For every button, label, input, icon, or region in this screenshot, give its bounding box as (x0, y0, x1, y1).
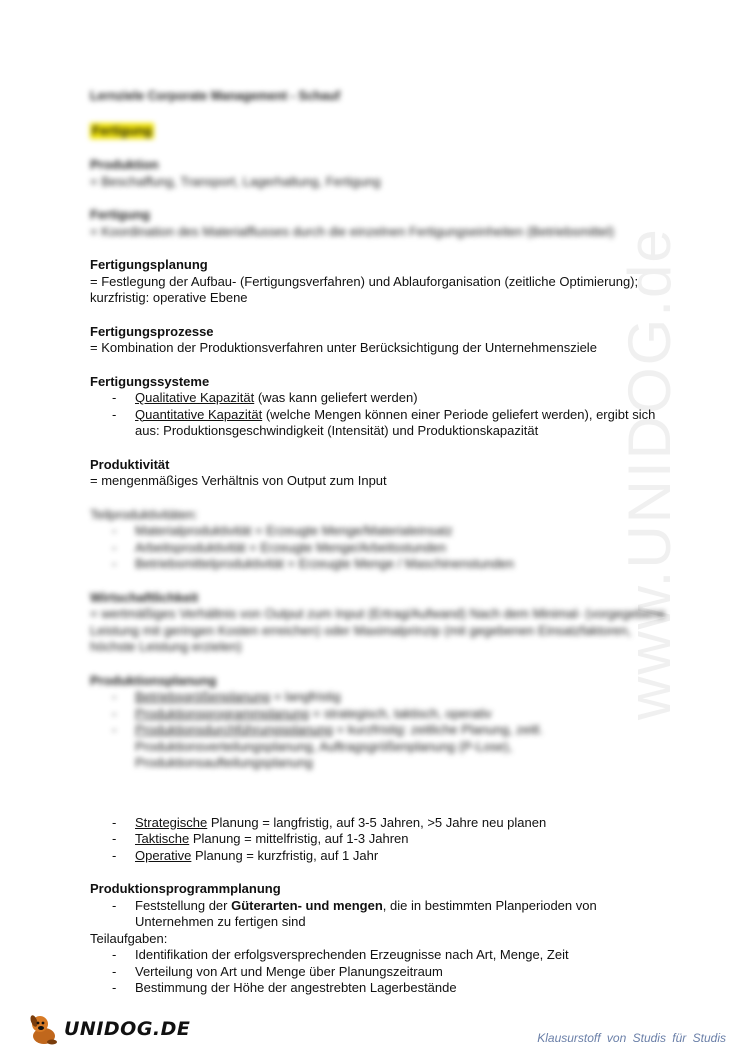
item-text: Planung = langfristig, auf 3-5 Jahren, >5 Jahre neu planen (207, 814, 547, 830)
bullet-list (90, 815, 670, 865)
underlined-term: Betriebsgrößenplanung (135, 689, 271, 704)
section-fertigungsprozesse (90, 324, 670, 357)
item-text: (was kann geliefert werden) (254, 390, 418, 405)
underlined-term: Produktionsprogrammplanung (135, 705, 310, 721)
list-item: - Bestimmung der Höhe der angestrebten Lagerbestände (90, 980, 670, 997)
section-heading: Produktionsprogrammplanung (90, 881, 281, 896)
section-heading: Teilproduktivitäten: (90, 506, 198, 522)
section-produktion (90, 157, 670, 190)
section-text: = Beschaffung, Transport, Lagerhaltung, Fertigung (90, 173, 381, 189)
section-fertigung (90, 207, 670, 240)
list-item: - Identifikation der erfolgsversprechenden Erzeugnisse nach Art, Menge, Zeit (90, 947, 670, 964)
section-text: = Festlegung der Aufbau- (Fertigungsverfahren) und Ablauforganisation (zeitliche Optimierung); kurzfristig: operative Ebene (90, 273, 639, 305)
teilaufgaben-heading: Teilaufgaben: (90, 930, 168, 946)
list-item: - Arbeitsproduktivität = Erzeugte Menge/Arbeitsstunden (90, 540, 670, 557)
watermark: www.UNIDOG.de (616, 227, 683, 720)
underlined-term: Strategische (135, 814, 208, 830)
section-heading: Fertigungssysteme (90, 373, 210, 389)
section-text: = mengenmäßiges Verhältnis von Output zum Input (90, 473, 387, 488)
list-item (90, 831, 670, 848)
highlighted-heading: Fertigung (92, 122, 152, 138)
underlined-term: Produktionsdurchführungsplanung (135, 722, 334, 737)
underlined-term: Quantitative Kapazität (135, 406, 263, 422)
section-text: = Kombination der Produktionsverfahren unter Berücksichtigung der Unternehmensziele (90, 340, 597, 355)
item-text: Planung = mittelfristig, auf 1-3 Jahren (189, 831, 409, 846)
underlined-term: Qualitative Kapazität (135, 390, 255, 405)
section-fertigungsplanung (90, 257, 670, 307)
section-heading: Produktivität (90, 456, 170, 472)
list-item (90, 706, 670, 723)
unidog-logo (26, 1012, 190, 1046)
item-text: , die in bestimmten Planperioden von Unternehmen zu fertigen sind (135, 897, 597, 929)
section-fertigungssysteme (90, 374, 670, 440)
list-item: - Betriebsmittelproduktivität = Erzeugte Menge / Maschinenstunden (90, 556, 670, 573)
bullet-list (90, 689, 670, 772)
logo-text: UNIDOG.DE (64, 1018, 191, 1040)
item-text: = strategisch, taktisch, operativ (309, 705, 492, 721)
section-heading: Fertigungsprozesse (90, 323, 214, 339)
bullet-list (90, 947, 670, 997)
list-item (90, 390, 670, 407)
list-item (90, 898, 670, 931)
document-title: Lernziele Corporate Management - Schauf (90, 89, 341, 103)
bullet-list (90, 523, 670, 573)
bullet-list (90, 390, 670, 440)
section-heading: Produktion (90, 157, 159, 172)
list-item: - Materialproduktivität = Erzeugte Menge/Materialeinsatz (90, 523, 670, 540)
item-text: = kurzfristig: zeitliche Planung, zeitl. Produktionsverteilungsplanung, Auftragsgrößenplanung (P-Lose), Produktionsaufteilungsplanung (135, 722, 543, 770)
section-heading: Fertigung (90, 207, 150, 222)
document-body (90, 88, 670, 997)
item-text: Feststellung der (135, 897, 232, 913)
blurred-middle (90, 507, 670, 772)
underlined-term: Taktische (135, 831, 190, 846)
item-text: (welche Mengen können einer Periode geliefert werden), ergibt sich aus: Produktionsgeschwindigkeit (Intensität) und Produktionskapazität (135, 406, 656, 438)
bullet-list (90, 898, 670, 931)
section-planungsebenen (90, 815, 670, 865)
section-produktionsplanung (90, 673, 670, 772)
bold-term: Güterarten- und mengen (231, 897, 383, 913)
section-text: = wertmäßiges Verhältnis von Output zum Input (Ertrag/Aufwand) Nach dem Minimal- (vorgegebene Leistung mit geringen Kosten erreichen) oder Maximalprinzip (mit gegebenen Einsatzfaktoren, höchste Leistung erzielen) (90, 606, 666, 654)
section-heading: Fertigungsplanung (90, 257, 208, 272)
dog-icon (26, 1012, 62, 1046)
section-heading: Wirtschaftlichkeit (90, 589, 199, 605)
list-item: - Verteilung von Art und Menge über Planungszeitraum (90, 964, 670, 981)
footer-slogan: Klausurstoff von Studis für Studis (537, 1031, 726, 1045)
item-text: Planung = kurzfristig, auf 1 Jahr (191, 847, 379, 863)
list-item (90, 722, 670, 772)
section-teilproduktivitaeten (90, 507, 670, 573)
section-text: = Koordination des Materialflusses durch die einzelnen Fertigungseinheiten (Betriebsmittel) (90, 223, 615, 239)
section-produktivitaet (90, 457, 670, 490)
blurred-intro (90, 88, 670, 240)
section-heading: Produktionsplanung (90, 672, 217, 688)
item-text: = langfristig (270, 689, 341, 704)
list-item (90, 689, 670, 706)
section-wirtschaftlichkeit (90, 590, 670, 656)
section-produktionsprogrammplanung (90, 881, 670, 997)
list-item (90, 407, 670, 440)
list-item (90, 815, 670, 832)
list-item (90, 848, 670, 865)
underlined-term: Operative (135, 847, 192, 863)
